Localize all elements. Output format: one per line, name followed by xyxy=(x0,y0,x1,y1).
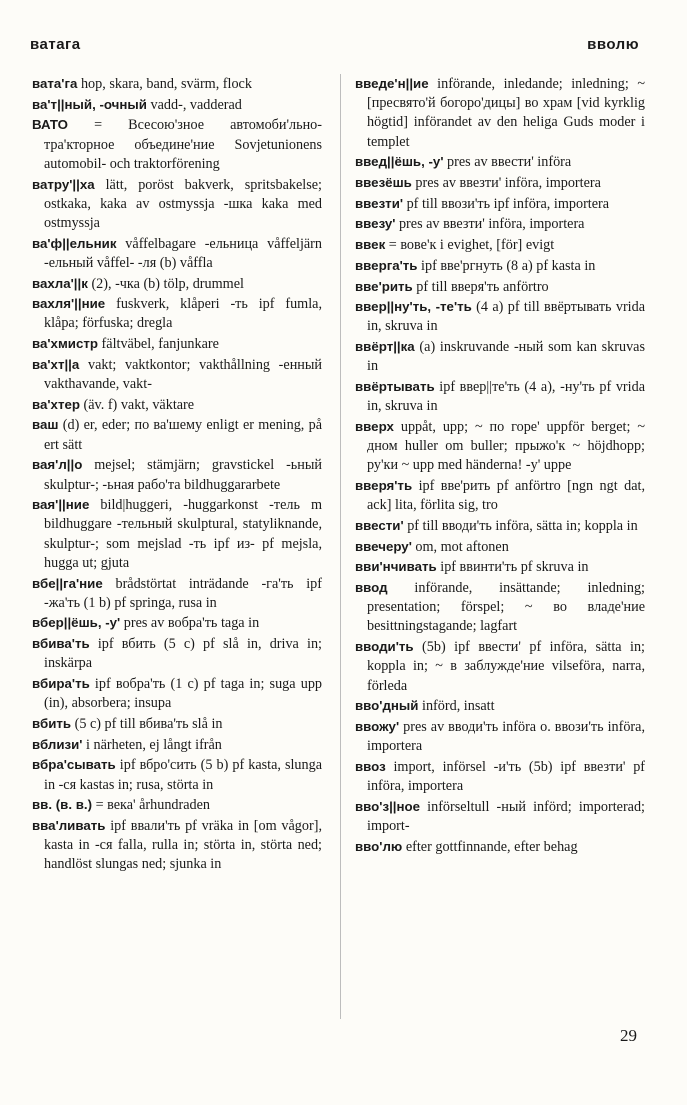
dictionary-entry xyxy=(355,476,645,515)
entry-definition: lätt, poröst bakverk, spritsbakelse; ostkaka, kaka av ostmyssja -шка kaka med ostmyssja xyxy=(44,176,323,231)
entry-definition: mejsel; stämjärn; gravstickel -ьный skulptur-; -ьная рабо'та bildhuggararbete xyxy=(44,457,322,493)
dictionary-entry xyxy=(32,755,322,794)
dictionary-entry xyxy=(32,74,322,94)
dictionary-entry xyxy=(32,355,322,394)
entry-definition: (5 c) pf till вбива'ть slå in xyxy=(74,716,223,732)
entry-headword: ВАТО xyxy=(32,117,69,133)
entry-definition: efter gottfinnande, efter behag xyxy=(405,838,578,855)
dictionary-entry xyxy=(355,837,645,857)
entry-definition: ipf вбро'сить (5 b) pf kasta, slunga in -ся kastas in; rusa, störta in xyxy=(44,757,322,793)
entry-definition: (äv. f) vakt, väktare xyxy=(83,396,195,413)
dictionary-entry xyxy=(32,294,322,333)
entry-headword: ввечеру' xyxy=(355,538,412,554)
dictionary-entry xyxy=(32,574,322,613)
dictionary-entry xyxy=(355,152,645,172)
entry-headword: вверя'ть xyxy=(355,478,413,494)
entry-definition: införd, insatt xyxy=(422,698,495,715)
dictionary-entry xyxy=(355,235,645,255)
entry-headword: ваш xyxy=(32,417,59,433)
dictionary-entry xyxy=(32,334,322,354)
entry-definition: pf till ввози'ть ipf införa, importera xyxy=(406,195,610,212)
entry-headword: вверх xyxy=(355,418,394,434)
dictionary-entry xyxy=(32,613,322,633)
entry-definition: pres av вводи'ть införa o. ввози'ть införa, importera xyxy=(367,719,645,755)
entry-headword: вве'рить xyxy=(355,278,413,294)
entry-headword: вбра'сывать xyxy=(32,757,116,773)
entry-headword: ввёртывать xyxy=(355,379,435,395)
entry-definition: ipf вбить (5 c) pf slå in, driva in; inskärpa xyxy=(44,636,322,672)
dictionary-entry xyxy=(32,674,322,713)
entry-headword: ввёрт||ка xyxy=(355,339,415,355)
entry-headword: введе'н||ие xyxy=(355,76,429,91)
entry-definition: vakt; vaktkontor; vakthållning -енный vakthavande, vakt- xyxy=(44,356,322,393)
entry-headword: вв. (в. в.) xyxy=(32,797,93,813)
entry-headword: вбить xyxy=(32,716,72,731)
dictionary-entry xyxy=(355,578,645,637)
entry-headword: вбер||ёшь, -у' xyxy=(32,615,121,631)
entry-headword: вбира'ть xyxy=(32,676,90,692)
dictionary-entry xyxy=(355,797,645,836)
dictionary-entry xyxy=(32,795,322,815)
dictionary-entry xyxy=(32,455,322,494)
entry-headword: ва'хмистр xyxy=(32,336,98,352)
dictionary-entry xyxy=(355,717,645,756)
entry-headword: вво'з||ное xyxy=(355,798,421,814)
dictionary-entry xyxy=(32,234,322,273)
entry-definition: pf till вводи'ть införa, sätta in; koppla in xyxy=(407,517,638,534)
dictionary-entry xyxy=(355,256,645,276)
entry-definition: fuskverk, klåperi -ть ipf fumla, klåpa; förfuska; dregla xyxy=(44,296,323,332)
entry-definition: ipf вве'ргнуть (8 a) pf kasta in xyxy=(421,257,596,274)
dictionary-entry xyxy=(355,377,645,416)
entry-definition: pres av вобра'ть taga in xyxy=(123,615,260,632)
entry-definition: ipf ввали'ть pf vräka in [om vågor], kasta in -ся falla, rulla in; störta in, störta ned; handlöst slungas ned; sjunka in xyxy=(44,818,322,873)
dictionary-entry xyxy=(355,173,645,193)
entry-definition: = вове'к i evighet, [för] evigt xyxy=(388,237,555,254)
dictionary-entry xyxy=(355,297,645,336)
entry-headword: вахла'||к xyxy=(32,275,88,291)
dictionary-entry xyxy=(32,115,322,174)
entry-headword: введ||ёшь, -у' xyxy=(355,154,444,170)
entry-headword: ввезти' xyxy=(355,195,404,211)
dictionary-entry xyxy=(32,395,322,415)
entry-definition: pres av ввести' införa xyxy=(447,154,572,171)
dictionary-entry xyxy=(355,277,645,297)
dictionary-entry xyxy=(32,634,322,673)
dictionary-entry xyxy=(32,816,322,875)
entry-headword: ввек xyxy=(355,237,386,253)
dictionary-entry xyxy=(355,417,645,476)
entry-headword: вахля'||ние xyxy=(32,296,106,312)
dictionary-entry xyxy=(355,637,645,696)
entry-headword: ватру'||ха xyxy=(32,176,95,192)
entry-definition: införande, insättande; inledning; presentation; förspel; ~ во владе'ние besittningstagande; lagfart xyxy=(367,580,645,635)
entry-headword: ва'ф||ельник xyxy=(32,235,117,251)
entry-headword: вво'дный xyxy=(355,698,419,714)
entry-headword: ва'т||ный, -очный xyxy=(32,96,147,112)
entry-definition: = века' århundraden xyxy=(95,797,211,814)
entry-definition: fältväbel, fanjunkare xyxy=(101,336,219,353)
entry-definition: = Всесою'зное автомоби'льно-тра'кторное объедине'ние Sovjetunionens automobil- och traktorförening xyxy=(44,117,323,172)
page-number: 29 xyxy=(620,1026,637,1045)
dictionary-entry xyxy=(32,495,322,573)
dictionary-entry xyxy=(32,175,322,234)
dictionary-entry xyxy=(355,194,645,214)
entry-headword: ввер||ну'ть, -те'ть xyxy=(355,299,472,315)
entry-definition: import, införsel -и'ть (5b) ipf ввезти' pf införa, importera xyxy=(367,758,646,795)
entry-definition: våffelbagare -ельница våffeljärn -ельный våffel- -ля (b) våffla xyxy=(44,235,323,271)
entry-headword: вви'нчивать xyxy=(355,559,437,575)
entry-headword: вверга'ть xyxy=(355,257,418,273)
entry-definition: (a) inskruvande -ный som kan skruvas in xyxy=(367,339,646,375)
entry-headword: ввести' xyxy=(355,517,404,533)
dictionary-entry xyxy=(32,735,322,755)
entry-headword: ввезу' xyxy=(355,216,396,232)
entry-definition: ipf вве'рить pf anförtro [ngn ngt dat, ack] lita, förlita sig, tro xyxy=(367,478,645,514)
entry-headword: вата'га xyxy=(32,76,78,91)
entry-definition: (d) er, eder; по ва'шему enligt er mening, på ert sätt xyxy=(44,417,322,453)
right-column xyxy=(355,74,645,857)
entry-definition: (4 a) pf till ввёртывать vrida in, skruva in xyxy=(367,299,646,335)
entry-definition: pres av ввезти' införa, importera xyxy=(398,216,585,233)
entry-definition: ipf ввинти'ть pf skruva in xyxy=(440,559,589,576)
dictionary-entry xyxy=(355,516,645,536)
dictionary-entry xyxy=(32,95,322,115)
entry-definition: om, mot aftonen xyxy=(415,538,509,555)
entry-headword: вблизи' xyxy=(32,736,83,752)
dictionary-entry xyxy=(355,696,645,716)
entry-headword: вбива'ть xyxy=(32,636,90,652)
column-divider xyxy=(340,74,341,1019)
dictionary-entry xyxy=(355,557,645,577)
dictionary-entry xyxy=(32,274,322,294)
running-head-left: ватага xyxy=(30,36,81,53)
dictionary-entry xyxy=(355,74,645,152)
dictionary-entry xyxy=(32,714,322,734)
entry-headword: вая'||ние xyxy=(32,497,90,513)
entry-definition: vadd-, vadderad xyxy=(150,96,242,113)
entry-definition: bild|huggeri, -huggarkonst -тель m bildhuggare -тельный skulptural, statyliknande, skulptur-; som mejslad -ть ipf из- pf mejsla, hugga ut; gjuta xyxy=(44,497,322,571)
entry-headword: ввод xyxy=(355,580,388,596)
entry-definition: hop, skara, band, svärm, flock xyxy=(80,76,252,92)
entry-headword: ввоз xyxy=(355,758,386,774)
entry-headword: вводи'ть xyxy=(355,639,414,655)
dictionary-entry xyxy=(355,214,645,234)
dictionary-entry xyxy=(355,757,645,796)
entry-headword: вая'л||о xyxy=(32,457,83,473)
entry-definition: ipf вобра'ть (1 c) pf taga in; suga upp (in), absorbera; insupa xyxy=(44,676,323,712)
dictionary-entry xyxy=(355,337,645,376)
entry-definition: brådstörtat inträdande -га'ть ipf -жа'ть (1 b) pf springa, rusa in xyxy=(44,575,322,611)
entry-definition: ipf ввер||те'ть (4 a), -ну'ть pf vrida in, skruva in xyxy=(367,379,645,415)
entry-definition: pres av ввезти' införa, importera xyxy=(415,175,601,192)
dictionary-entry xyxy=(32,415,322,454)
entry-headword: ва'хтер xyxy=(32,396,80,412)
entry-headword: вбе||га'ние xyxy=(32,575,103,591)
left-column xyxy=(32,74,322,875)
entry-definition: i närheten, ej långt ifrån xyxy=(86,736,222,753)
entry-headword: вва'ливать xyxy=(32,818,106,834)
running-head-right: вволю xyxy=(587,36,639,53)
entry-definition: införande, inledande; inledning; ~ [пресвято'й богоро'дицы] во храм [vid kyrklig högtid] införandet av den heliga Guds moder i templet xyxy=(367,76,645,150)
entry-definition: (5b) ipf ввести' pf införa, sätta in; koppla in; ~ в заблужде'ние vilseföra, narra, förleda xyxy=(367,639,645,694)
entry-definition: pf till вверя'ть anförtro xyxy=(416,278,549,295)
entry-headword: ввезёшь xyxy=(355,175,412,191)
entry-definition: (2), -чка (b) tölp, drummel xyxy=(91,275,244,292)
dictionary-entry xyxy=(355,537,645,557)
entry-headword: ва'хт||а xyxy=(32,356,80,372)
entry-headword: вво'лю xyxy=(355,838,403,854)
entry-definition: införseltull -ный införd; importerad; import- xyxy=(367,798,645,835)
entry-definition: uppåt, upp; ~ по горе' uppför berget; ~ дном huller om buller; прыжо'к ~ höjdhopp; ру'ки ~ upp med händerna! -у' uppe xyxy=(367,418,646,474)
entry-headword: ввожу' xyxy=(355,719,400,734)
